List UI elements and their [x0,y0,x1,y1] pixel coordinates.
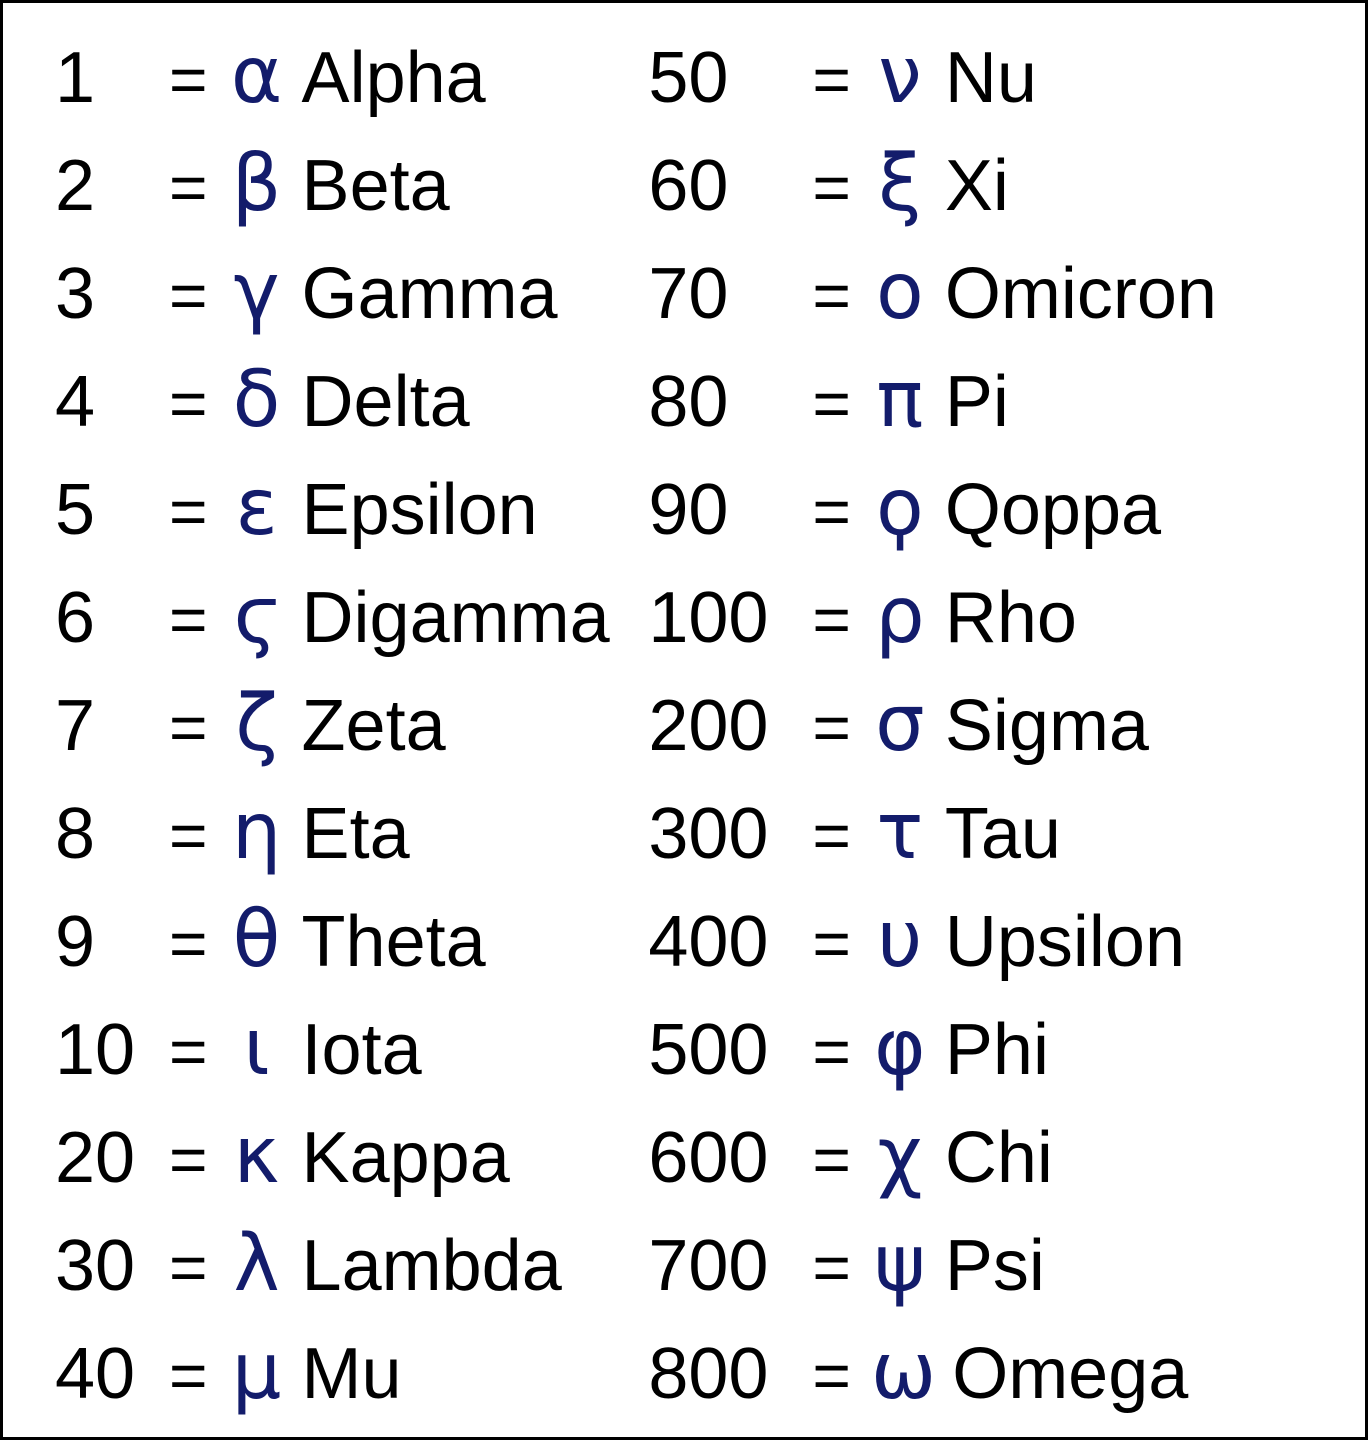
equals-sign: = [812,906,851,980]
numeral-row [648,355,1365,469]
equals-sign: = [812,1338,851,1412]
greek-letter-glyph: σ [875,679,925,769]
numeral-row [648,571,1365,685]
numeral-row [648,1327,1365,1441]
equals-sign: = [812,258,851,332]
numeral-value: 70 [648,254,729,334]
greek-letter-name: Rho [944,578,1077,658]
numeral-value: 4 [55,362,96,442]
numeral-row [648,679,1365,793]
numeral-value: 9 [55,902,96,982]
numeral-value: 200 [648,686,769,766]
numeral-row [55,1327,630,1441]
greek-letter-name: Phi [944,1010,1049,1090]
equals-sign: = [169,1230,208,1304]
equals-sign: = [812,366,851,440]
equals-sign: = [169,582,208,656]
numeral-value: 30 [55,1226,136,1306]
numeral-value: 90 [648,470,729,550]
greek-letter-name: Mu [301,1334,402,1414]
greek-letter-name: Theta [301,902,486,982]
numeral-value: 100 [648,578,769,658]
greek-letter-glyph: ϙ [876,463,924,553]
greek-letter-glyph: β [231,139,282,229]
numeral-value: 6 [55,578,96,658]
greek-letter-glyph: ζ [235,679,278,769]
equals-sign: = [169,474,208,548]
greek-letter-name: Omicron [944,254,1217,334]
greek-letter-glyph: τ [876,787,924,877]
greek-letter-glyph: ε [235,463,278,553]
greek-letter-name: Omega [952,1334,1189,1414]
equals-sign: = [169,798,208,872]
greek-letter-name: Delta [301,362,470,442]
equals-sign: = [812,690,851,764]
greek-letter-name: Pi [944,362,1009,442]
numeral-column-left [3,31,630,1441]
numeral-row [648,1111,1365,1225]
equals-sign: = [812,474,851,548]
numeral-value: 20 [55,1118,136,1198]
equals-sign: = [169,42,208,116]
numeral-row [648,1219,1365,1333]
greek-letter-name: Xi [944,146,1009,226]
numeral-row [55,787,630,901]
greek-letter-name: Alpha [301,38,486,118]
equals-sign: = [169,906,208,980]
greek-letter-glyph: λ [233,1219,280,1309]
equals-sign: = [812,582,851,656]
numeral-row [55,463,630,577]
numeral-row [55,895,630,1009]
numeral-row [55,355,630,469]
equals-sign: = [812,42,851,116]
numeral-value: 2 [55,146,96,226]
greek-letter-glyph: μ [231,1327,282,1417]
greek-letter-glyph: ι [243,1003,270,1093]
numeral-row [648,1003,1365,1117]
greek-letter-name: Qoppa [944,470,1162,550]
numeral-row [648,895,1365,1009]
equals-sign: = [169,1014,208,1088]
greek-letter-name: Psi [944,1226,1045,1306]
equals-sign: = [169,258,208,332]
greek-letter-glyph: ϛ [233,571,280,661]
numeral-value: 5 [55,470,96,550]
greek-letter-glyph: δ [232,355,281,445]
numeral-row [55,31,630,145]
numeral-value: 3 [55,254,96,334]
equals-sign: = [812,798,851,872]
greek-letter-glyph: υ [877,895,923,985]
numeral-value: 1 [55,38,96,118]
equals-sign: = [169,1122,208,1196]
equals-sign: = [812,1122,851,1196]
numeral-row [55,1111,630,1225]
equals-sign: = [812,1230,851,1304]
numeral-value: 80 [648,362,729,442]
greek-letter-glyph: κ [233,1111,280,1201]
greek-letter-glyph: ω [870,1327,937,1417]
numeral-value: 700 [648,1226,769,1306]
numeral-row [55,247,630,361]
equals-sign: = [812,1014,851,1088]
numeral-value: 300 [648,794,769,874]
numeral-row [648,247,1365,361]
greek-letter-name: Beta [301,146,450,226]
numeral-column-right [630,31,1365,1441]
greek-letter-glyph: ρ [875,571,925,661]
greek-letter-glyph: γ [233,247,280,337]
numeral-value: 500 [648,1010,769,1090]
numeral-value: 10 [55,1010,136,1090]
greek-letter-name: Lambda [301,1226,562,1306]
greek-letter-name: Iota [301,1010,422,1090]
greek-letter-name: Tau [944,794,1061,874]
equals-sign: = [169,366,208,440]
numeral-row [55,571,630,685]
equals-sign: = [169,690,208,764]
greek-letter-name: Nu [944,38,1037,118]
numeral-value: 50 [648,38,729,118]
numeral-row [55,1003,630,1117]
greek-letter-glyph: χ [877,1111,923,1201]
numeral-row [55,139,630,253]
greek-letter-glyph: ο [876,247,924,337]
greek-letter-glyph: φ [874,1003,926,1093]
greek-letter-name: Zeta [301,686,446,766]
numeral-row [648,139,1365,253]
greek-letter-glyph: ψ [874,1219,926,1309]
equals-sign: = [169,1338,208,1412]
numeral-value: 7 [55,686,96,766]
greek-letter-name: Digamma [301,578,610,658]
greek-letter-glyph: π [876,355,924,445]
numeral-value: 8 [55,794,96,874]
greek-letter-name: Gamma [301,254,558,334]
equals-sign: = [169,150,208,224]
numeral-row [648,463,1365,577]
greek-letter-glyph: θ [232,895,281,985]
greek-letter-name: Sigma [944,686,1149,766]
greek-letter-glyph: η [231,787,282,877]
greek-letter-name: Epsilon [301,470,538,550]
numeral-row [648,787,1365,901]
numeral-value: 400 [648,902,769,982]
greek-letter-name: Kappa [301,1118,510,1198]
numeral-row [55,679,630,793]
greek-letter-glyph: ξ [878,139,922,229]
numeral-value: 600 [648,1118,769,1198]
equals-sign: = [812,150,851,224]
numeral-row [55,1219,630,1333]
numeral-value: 800 [648,1334,769,1414]
numeral-value: 40 [55,1334,136,1414]
chart-columns [3,3,1365,1437]
greek-letter-name: Upsilon [944,902,1185,982]
greek-letter-glyph: α [230,31,283,121]
numeral-value: 60 [648,146,729,226]
greek-letter-glyph: ν [878,31,922,121]
greek-letter-name: Eta [301,794,410,874]
greek-letter-name: Chi [944,1118,1053,1198]
numeral-row [648,31,1365,145]
